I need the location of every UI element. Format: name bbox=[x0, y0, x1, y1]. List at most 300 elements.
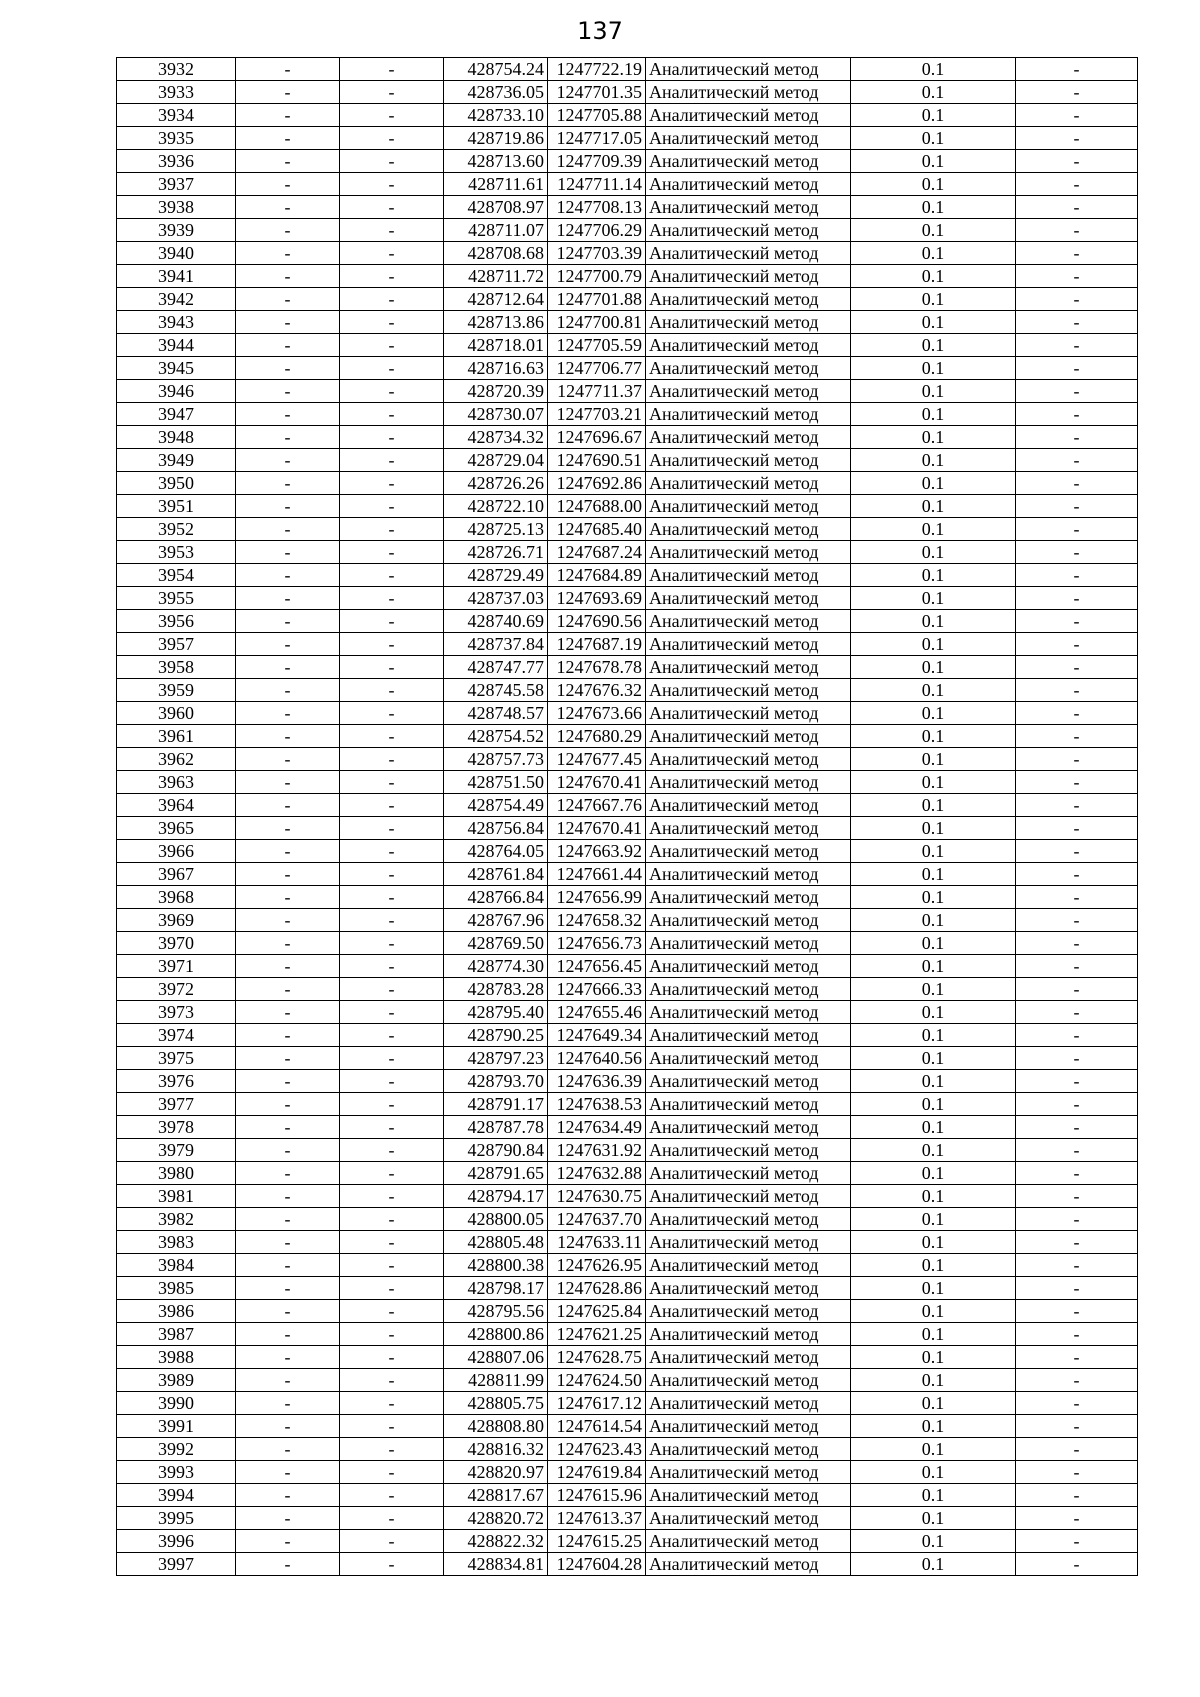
accuracy-cell: 0.1 bbox=[851, 219, 1016, 242]
empty-value-cell: - bbox=[1016, 242, 1138, 265]
accuracy-cell: 0.1 bbox=[851, 426, 1016, 449]
empty-value-cell: - bbox=[1016, 518, 1138, 541]
y-coordinate-cell: 1247708.13 bbox=[548, 196, 646, 219]
method-cell: Аналитический метод bbox=[646, 840, 851, 863]
method-cell: Аналитический метод bbox=[646, 1047, 851, 1070]
empty-value-cell: - bbox=[1016, 1116, 1138, 1139]
method-cell: Аналитический метод bbox=[646, 334, 851, 357]
empty-value-cell: - bbox=[1016, 978, 1138, 1001]
table-row bbox=[117, 1300, 1138, 1323]
table-row bbox=[117, 1231, 1138, 1254]
empty-value-cell: - bbox=[1016, 1553, 1138, 1576]
empty-value-cell: - bbox=[1016, 610, 1138, 633]
method-cell: Аналитический метод bbox=[646, 978, 851, 1001]
point-number-cell: 3984 bbox=[117, 1254, 236, 1277]
point-number-cell: 3938 bbox=[117, 196, 236, 219]
point-number-cell: 3933 bbox=[117, 81, 236, 104]
method-cell: Аналитический метод bbox=[646, 1484, 851, 1507]
table-row bbox=[117, 633, 1138, 656]
empty-value-cell: - bbox=[340, 1185, 444, 1208]
table-row bbox=[117, 1369, 1138, 1392]
x-coordinate-cell: 428800.86 bbox=[444, 1323, 548, 1346]
empty-value-cell: - bbox=[340, 311, 444, 334]
point-number-cell: 3981 bbox=[117, 1185, 236, 1208]
empty-value-cell: - bbox=[236, 472, 340, 495]
accuracy-cell: 0.1 bbox=[851, 1162, 1016, 1185]
accuracy-cell: 0.1 bbox=[851, 1093, 1016, 1116]
empty-value-cell: - bbox=[1016, 633, 1138, 656]
point-number-cell: 3965 bbox=[117, 817, 236, 840]
accuracy-cell: 0.1 bbox=[851, 863, 1016, 886]
point-number-cell: 3986 bbox=[117, 1300, 236, 1323]
empty-value-cell: - bbox=[340, 403, 444, 426]
accuracy-cell: 0.1 bbox=[851, 265, 1016, 288]
empty-value-cell: - bbox=[1016, 1438, 1138, 1461]
empty-value-cell: - bbox=[1016, 1346, 1138, 1369]
empty-value-cell: - bbox=[1016, 380, 1138, 403]
accuracy-cell: 0.1 bbox=[851, 1070, 1016, 1093]
y-coordinate-cell: 1247614.54 bbox=[548, 1415, 646, 1438]
empty-value-cell: - bbox=[1016, 587, 1138, 610]
x-coordinate-cell: 428754.49 bbox=[444, 794, 548, 817]
empty-value-cell: - bbox=[1016, 1300, 1138, 1323]
accuracy-cell: 0.1 bbox=[851, 1415, 1016, 1438]
table-row bbox=[117, 334, 1138, 357]
empty-value-cell: - bbox=[340, 1231, 444, 1254]
accuracy-cell: 0.1 bbox=[851, 725, 1016, 748]
y-coordinate-cell: 1247701.88 bbox=[548, 288, 646, 311]
empty-value-cell: - bbox=[236, 1553, 340, 1576]
table-row bbox=[117, 1461, 1138, 1484]
y-coordinate-cell: 1247722.19 bbox=[548, 58, 646, 81]
x-coordinate-cell: 428713.60 bbox=[444, 150, 548, 173]
empty-value-cell: - bbox=[236, 587, 340, 610]
method-cell: Аналитический метод bbox=[646, 564, 851, 587]
point-number-cell: 3941 bbox=[117, 265, 236, 288]
accuracy-cell: 0.1 bbox=[851, 1392, 1016, 1415]
point-number-cell: 3957 bbox=[117, 633, 236, 656]
empty-value-cell: - bbox=[236, 334, 340, 357]
empty-value-cell: - bbox=[236, 1116, 340, 1139]
accuracy-cell: 0.1 bbox=[851, 564, 1016, 587]
x-coordinate-cell: 428791.17 bbox=[444, 1093, 548, 1116]
x-coordinate-cell: 428817.67 bbox=[444, 1484, 548, 1507]
empty-value-cell: - bbox=[340, 1047, 444, 1070]
method-cell: Аналитический метод bbox=[646, 104, 851, 127]
accuracy-cell: 0.1 bbox=[851, 58, 1016, 81]
accuracy-cell: 0.1 bbox=[851, 1024, 1016, 1047]
accuracy-cell: 0.1 bbox=[851, 1047, 1016, 1070]
empty-value-cell: - bbox=[340, 127, 444, 150]
y-coordinate-cell: 1247700.81 bbox=[548, 311, 646, 334]
empty-value-cell: - bbox=[340, 1323, 444, 1346]
empty-value-cell: - bbox=[1016, 104, 1138, 127]
empty-value-cell: - bbox=[1016, 702, 1138, 725]
y-coordinate-cell: 1247673.66 bbox=[548, 702, 646, 725]
x-coordinate-cell: 428729.49 bbox=[444, 564, 548, 587]
empty-value-cell: - bbox=[340, 1415, 444, 1438]
table-row bbox=[117, 1530, 1138, 1553]
y-coordinate-cell: 1247663.92 bbox=[548, 840, 646, 863]
empty-value-cell: - bbox=[1016, 1254, 1138, 1277]
table-row bbox=[117, 495, 1138, 518]
empty-value-cell: - bbox=[1016, 909, 1138, 932]
x-coordinate-cell: 428787.78 bbox=[444, 1116, 548, 1139]
x-coordinate-cell: 428790.84 bbox=[444, 1139, 548, 1162]
y-coordinate-cell: 1247703.39 bbox=[548, 242, 646, 265]
empty-value-cell: - bbox=[340, 932, 444, 955]
method-cell: Аналитический метод bbox=[646, 403, 851, 426]
table-row bbox=[117, 1070, 1138, 1093]
method-cell: Аналитический метод bbox=[646, 1346, 851, 1369]
point-number-cell: 3958 bbox=[117, 656, 236, 679]
method-cell: Аналитический метод bbox=[646, 1162, 851, 1185]
y-coordinate-cell: 1247604.28 bbox=[548, 1553, 646, 1576]
empty-value-cell: - bbox=[236, 403, 340, 426]
point-number-cell: 3983 bbox=[117, 1231, 236, 1254]
empty-value-cell: - bbox=[1016, 150, 1138, 173]
y-coordinate-cell: 1247623.43 bbox=[548, 1438, 646, 1461]
table-row bbox=[117, 1346, 1138, 1369]
table-row bbox=[117, 1139, 1138, 1162]
table-row bbox=[117, 265, 1138, 288]
method-cell: Аналитический метод bbox=[646, 1024, 851, 1047]
x-coordinate-cell: 428800.05 bbox=[444, 1208, 548, 1231]
x-coordinate-cell: 428761.84 bbox=[444, 863, 548, 886]
method-cell: Аналитический метод bbox=[646, 610, 851, 633]
point-number-cell: 3976 bbox=[117, 1070, 236, 1093]
empty-value-cell: - bbox=[340, 748, 444, 771]
empty-value-cell: - bbox=[236, 564, 340, 587]
x-coordinate-cell: 428726.26 bbox=[444, 472, 548, 495]
empty-value-cell: - bbox=[340, 1139, 444, 1162]
accuracy-cell: 0.1 bbox=[851, 1254, 1016, 1277]
x-coordinate-cell: 428790.25 bbox=[444, 1024, 548, 1047]
method-cell: Аналитический метод bbox=[646, 357, 851, 380]
method-cell: Аналитический метод bbox=[646, 1300, 851, 1323]
accuracy-cell: 0.1 bbox=[851, 1438, 1016, 1461]
method-cell: Аналитический метод bbox=[646, 1116, 851, 1139]
y-coordinate-cell: 1247613.37 bbox=[548, 1507, 646, 1530]
y-coordinate-cell: 1247687.19 bbox=[548, 633, 646, 656]
empty-value-cell: - bbox=[1016, 863, 1138, 886]
y-coordinate-cell: 1247701.35 bbox=[548, 81, 646, 104]
empty-value-cell: - bbox=[1016, 771, 1138, 794]
table-row bbox=[117, 472, 1138, 495]
empty-value-cell: - bbox=[1016, 1139, 1138, 1162]
point-number-cell: 3970 bbox=[117, 932, 236, 955]
x-coordinate-cell: 428800.38 bbox=[444, 1254, 548, 1277]
x-coordinate-cell: 428754.52 bbox=[444, 725, 548, 748]
method-cell: Аналитический метод bbox=[646, 725, 851, 748]
empty-value-cell: - bbox=[1016, 955, 1138, 978]
y-coordinate-cell: 1247690.51 bbox=[548, 449, 646, 472]
empty-value-cell: - bbox=[340, 288, 444, 311]
empty-value-cell: - bbox=[236, 1461, 340, 1484]
method-cell: Аналитический метод bbox=[646, 1507, 851, 1530]
method-cell: Аналитический метод bbox=[646, 288, 851, 311]
accuracy-cell: 0.1 bbox=[851, 932, 1016, 955]
point-number-cell: 3963 bbox=[117, 771, 236, 794]
x-coordinate-cell: 428711.07 bbox=[444, 219, 548, 242]
empty-value-cell: - bbox=[340, 1369, 444, 1392]
empty-value-cell: - bbox=[340, 1507, 444, 1530]
method-cell: Аналитический метод bbox=[646, 1530, 851, 1553]
empty-value-cell: - bbox=[1016, 564, 1138, 587]
empty-value-cell: - bbox=[236, 1300, 340, 1323]
method-cell: Аналитический метод bbox=[646, 1369, 851, 1392]
x-coordinate-cell: 428793.70 bbox=[444, 1070, 548, 1093]
method-cell: Аналитический метод bbox=[646, 886, 851, 909]
method-cell: Аналитический метод bbox=[646, 1208, 851, 1231]
empty-value-cell: - bbox=[236, 1415, 340, 1438]
table-row bbox=[117, 771, 1138, 794]
method-cell: Аналитический метод bbox=[646, 909, 851, 932]
table-row bbox=[117, 656, 1138, 679]
x-coordinate-cell: 428767.96 bbox=[444, 909, 548, 932]
table-row bbox=[117, 81, 1138, 104]
table-row bbox=[117, 541, 1138, 564]
table-row bbox=[117, 1438, 1138, 1461]
y-coordinate-cell: 1247619.84 bbox=[548, 1461, 646, 1484]
empty-value-cell: - bbox=[1016, 265, 1138, 288]
method-cell: Аналитический метод bbox=[646, 127, 851, 150]
empty-value-cell: - bbox=[340, 610, 444, 633]
table-row bbox=[117, 357, 1138, 380]
empty-value-cell: - bbox=[1016, 840, 1138, 863]
empty-value-cell: - bbox=[1016, 334, 1138, 357]
point-number-cell: 3995 bbox=[117, 1507, 236, 1530]
y-coordinate-cell: 1247666.33 bbox=[548, 978, 646, 1001]
accuracy-cell: 0.1 bbox=[851, 242, 1016, 265]
empty-value-cell: - bbox=[236, 725, 340, 748]
method-cell: Аналитический метод bbox=[646, 173, 851, 196]
point-number-cell: 3948 bbox=[117, 426, 236, 449]
table-row bbox=[117, 1047, 1138, 1070]
empty-value-cell: - bbox=[236, 380, 340, 403]
x-coordinate-cell: 428733.10 bbox=[444, 104, 548, 127]
y-coordinate-cell: 1247656.99 bbox=[548, 886, 646, 909]
table-row bbox=[117, 1208, 1138, 1231]
empty-value-cell: - bbox=[340, 150, 444, 173]
point-number-cell: 3944 bbox=[117, 334, 236, 357]
table-row bbox=[117, 1507, 1138, 1530]
method-cell: Аналитический метод bbox=[646, 679, 851, 702]
x-coordinate-cell: 428720.39 bbox=[444, 380, 548, 403]
x-coordinate-cell: 428791.65 bbox=[444, 1162, 548, 1185]
method-cell: Аналитический метод bbox=[646, 794, 851, 817]
method-cell: Аналитический метод bbox=[646, 1139, 851, 1162]
empty-value-cell: - bbox=[236, 610, 340, 633]
empty-value-cell: - bbox=[236, 265, 340, 288]
y-coordinate-cell: 1247656.45 bbox=[548, 955, 646, 978]
method-cell: Аналитический метод bbox=[646, 518, 851, 541]
point-number-cell: 3978 bbox=[117, 1116, 236, 1139]
method-cell: Аналитический метод bbox=[646, 748, 851, 771]
empty-value-cell: - bbox=[236, 909, 340, 932]
accuracy-cell: 0.1 bbox=[851, 840, 1016, 863]
y-coordinate-cell: 1247628.75 bbox=[548, 1346, 646, 1369]
empty-value-cell: - bbox=[340, 771, 444, 794]
table-row bbox=[117, 978, 1138, 1001]
empty-value-cell: - bbox=[1016, 1070, 1138, 1093]
table-row bbox=[117, 725, 1138, 748]
empty-value-cell: - bbox=[236, 127, 340, 150]
empty-value-cell: - bbox=[236, 840, 340, 863]
accuracy-cell: 0.1 bbox=[851, 794, 1016, 817]
empty-value-cell: - bbox=[340, 725, 444, 748]
method-cell: Аналитический метод bbox=[646, 1254, 851, 1277]
y-coordinate-cell: 1247617.12 bbox=[548, 1392, 646, 1415]
empty-value-cell: - bbox=[1016, 127, 1138, 150]
point-number-cell: 3966 bbox=[117, 840, 236, 863]
accuracy-cell: 0.1 bbox=[851, 1001, 1016, 1024]
method-cell: Аналитический метод bbox=[646, 932, 851, 955]
table-row bbox=[117, 932, 1138, 955]
accuracy-cell: 0.1 bbox=[851, 587, 1016, 610]
empty-value-cell: - bbox=[340, 380, 444, 403]
x-coordinate-cell: 428820.72 bbox=[444, 1507, 548, 1530]
empty-value-cell: - bbox=[340, 1162, 444, 1185]
method-cell: Аналитический метод bbox=[646, 449, 851, 472]
method-cell: Аналитический метод bbox=[646, 1392, 851, 1415]
empty-value-cell: - bbox=[236, 1208, 340, 1231]
y-coordinate-cell: 1247711.37 bbox=[548, 380, 646, 403]
empty-value-cell: - bbox=[1016, 679, 1138, 702]
empty-value-cell: - bbox=[236, 495, 340, 518]
table-row bbox=[117, 794, 1138, 817]
empty-value-cell: - bbox=[236, 288, 340, 311]
accuracy-cell: 0.1 bbox=[851, 702, 1016, 725]
method-cell: Аналитический метод bbox=[646, 656, 851, 679]
empty-value-cell: - bbox=[340, 357, 444, 380]
point-number-cell: 3972 bbox=[117, 978, 236, 1001]
x-coordinate-cell: 428734.32 bbox=[444, 426, 548, 449]
y-coordinate-cell: 1247655.46 bbox=[548, 1001, 646, 1024]
point-number-cell: 3955 bbox=[117, 587, 236, 610]
accuracy-cell: 0.1 bbox=[851, 633, 1016, 656]
empty-value-cell: - bbox=[236, 1392, 340, 1415]
point-number-cell: 3987 bbox=[117, 1323, 236, 1346]
y-coordinate-cell: 1247676.32 bbox=[548, 679, 646, 702]
empty-value-cell: - bbox=[1016, 748, 1138, 771]
x-coordinate-cell: 428745.58 bbox=[444, 679, 548, 702]
x-coordinate-cell: 428754.24 bbox=[444, 58, 548, 81]
accuracy-cell: 0.1 bbox=[851, 150, 1016, 173]
accuracy-cell: 0.1 bbox=[851, 472, 1016, 495]
method-cell: Аналитический метод bbox=[646, 1185, 851, 1208]
point-number-cell: 3996 bbox=[117, 1530, 236, 1553]
y-coordinate-cell: 1247621.25 bbox=[548, 1323, 646, 1346]
accuracy-cell: 0.1 bbox=[851, 886, 1016, 909]
accuracy-cell: 0.1 bbox=[851, 403, 1016, 426]
table-row bbox=[117, 173, 1138, 196]
method-cell: Аналитический метод bbox=[646, 1438, 851, 1461]
accuracy-cell: 0.1 bbox=[851, 1116, 1016, 1139]
accuracy-cell: 0.1 bbox=[851, 380, 1016, 403]
empty-value-cell: - bbox=[236, 518, 340, 541]
method-cell: Аналитический метод bbox=[646, 1001, 851, 1024]
empty-value-cell: - bbox=[340, 702, 444, 725]
empty-value-cell: - bbox=[1016, 1047, 1138, 1070]
empty-value-cell: - bbox=[340, 1277, 444, 1300]
empty-value-cell: - bbox=[236, 150, 340, 173]
table-row bbox=[117, 104, 1138, 127]
y-coordinate-cell: 1247717.05 bbox=[548, 127, 646, 150]
empty-value-cell: - bbox=[1016, 219, 1138, 242]
empty-value-cell: - bbox=[340, 656, 444, 679]
point-number-cell: 3989 bbox=[117, 1369, 236, 1392]
accuracy-cell: 0.1 bbox=[851, 1507, 1016, 1530]
accuracy-cell: 0.1 bbox=[851, 495, 1016, 518]
page-number: 137 bbox=[577, 17, 623, 45]
method-cell: Аналитический метод bbox=[646, 219, 851, 242]
x-coordinate-cell: 428794.17 bbox=[444, 1185, 548, 1208]
empty-value-cell: - bbox=[236, 1162, 340, 1185]
y-coordinate-cell: 1247624.50 bbox=[548, 1369, 646, 1392]
table-row bbox=[117, 311, 1138, 334]
method-cell: Аналитический метод bbox=[646, 242, 851, 265]
coordinates-table bbox=[116, 57, 1138, 1576]
method-cell: Аналитический метод bbox=[646, 817, 851, 840]
empty-value-cell: - bbox=[236, 541, 340, 564]
empty-value-cell: - bbox=[340, 886, 444, 909]
accuracy-cell: 0.1 bbox=[851, 81, 1016, 104]
method-cell: Аналитический метод bbox=[646, 955, 851, 978]
empty-value-cell: - bbox=[236, 1530, 340, 1553]
accuracy-cell: 0.1 bbox=[851, 1231, 1016, 1254]
empty-value-cell: - bbox=[236, 794, 340, 817]
accuracy-cell: 0.1 bbox=[851, 610, 1016, 633]
empty-value-cell: - bbox=[1016, 1369, 1138, 1392]
x-coordinate-cell: 428725.13 bbox=[444, 518, 548, 541]
point-number-cell: 3937 bbox=[117, 173, 236, 196]
x-coordinate-cell: 428730.07 bbox=[444, 403, 548, 426]
y-coordinate-cell: 1247626.95 bbox=[548, 1254, 646, 1277]
point-number-cell: 3992 bbox=[117, 1438, 236, 1461]
y-coordinate-cell: 1247687.24 bbox=[548, 541, 646, 564]
point-number-cell: 3954 bbox=[117, 564, 236, 587]
empty-value-cell: - bbox=[340, 1208, 444, 1231]
empty-value-cell: - bbox=[236, 1438, 340, 1461]
x-coordinate-cell: 428822.32 bbox=[444, 1530, 548, 1553]
empty-value-cell: - bbox=[236, 81, 340, 104]
accuracy-cell: 0.1 bbox=[851, 127, 1016, 150]
empty-value-cell: - bbox=[236, 978, 340, 1001]
empty-value-cell: - bbox=[236, 771, 340, 794]
x-coordinate-cell: 428766.84 bbox=[444, 886, 548, 909]
accuracy-cell: 0.1 bbox=[851, 1346, 1016, 1369]
x-coordinate-cell: 428740.69 bbox=[444, 610, 548, 633]
empty-value-cell: - bbox=[340, 863, 444, 886]
x-coordinate-cell: 428783.28 bbox=[444, 978, 548, 1001]
table-row bbox=[117, 955, 1138, 978]
point-number-cell: 3953 bbox=[117, 541, 236, 564]
accuracy-cell: 0.1 bbox=[851, 1139, 1016, 1162]
point-number-cell: 3936 bbox=[117, 150, 236, 173]
point-number-cell: 3935 bbox=[117, 127, 236, 150]
point-number-cell: 3940 bbox=[117, 242, 236, 265]
empty-value-cell: - bbox=[236, 449, 340, 472]
point-number-cell: 3951 bbox=[117, 495, 236, 518]
y-coordinate-cell: 1247636.39 bbox=[548, 1070, 646, 1093]
empty-value-cell: - bbox=[340, 1484, 444, 1507]
x-coordinate-cell: 428747.77 bbox=[444, 656, 548, 679]
x-coordinate-cell: 428798.17 bbox=[444, 1277, 548, 1300]
method-cell: Аналитический метод bbox=[646, 702, 851, 725]
table-row bbox=[117, 380, 1138, 403]
empty-value-cell: - bbox=[236, 196, 340, 219]
